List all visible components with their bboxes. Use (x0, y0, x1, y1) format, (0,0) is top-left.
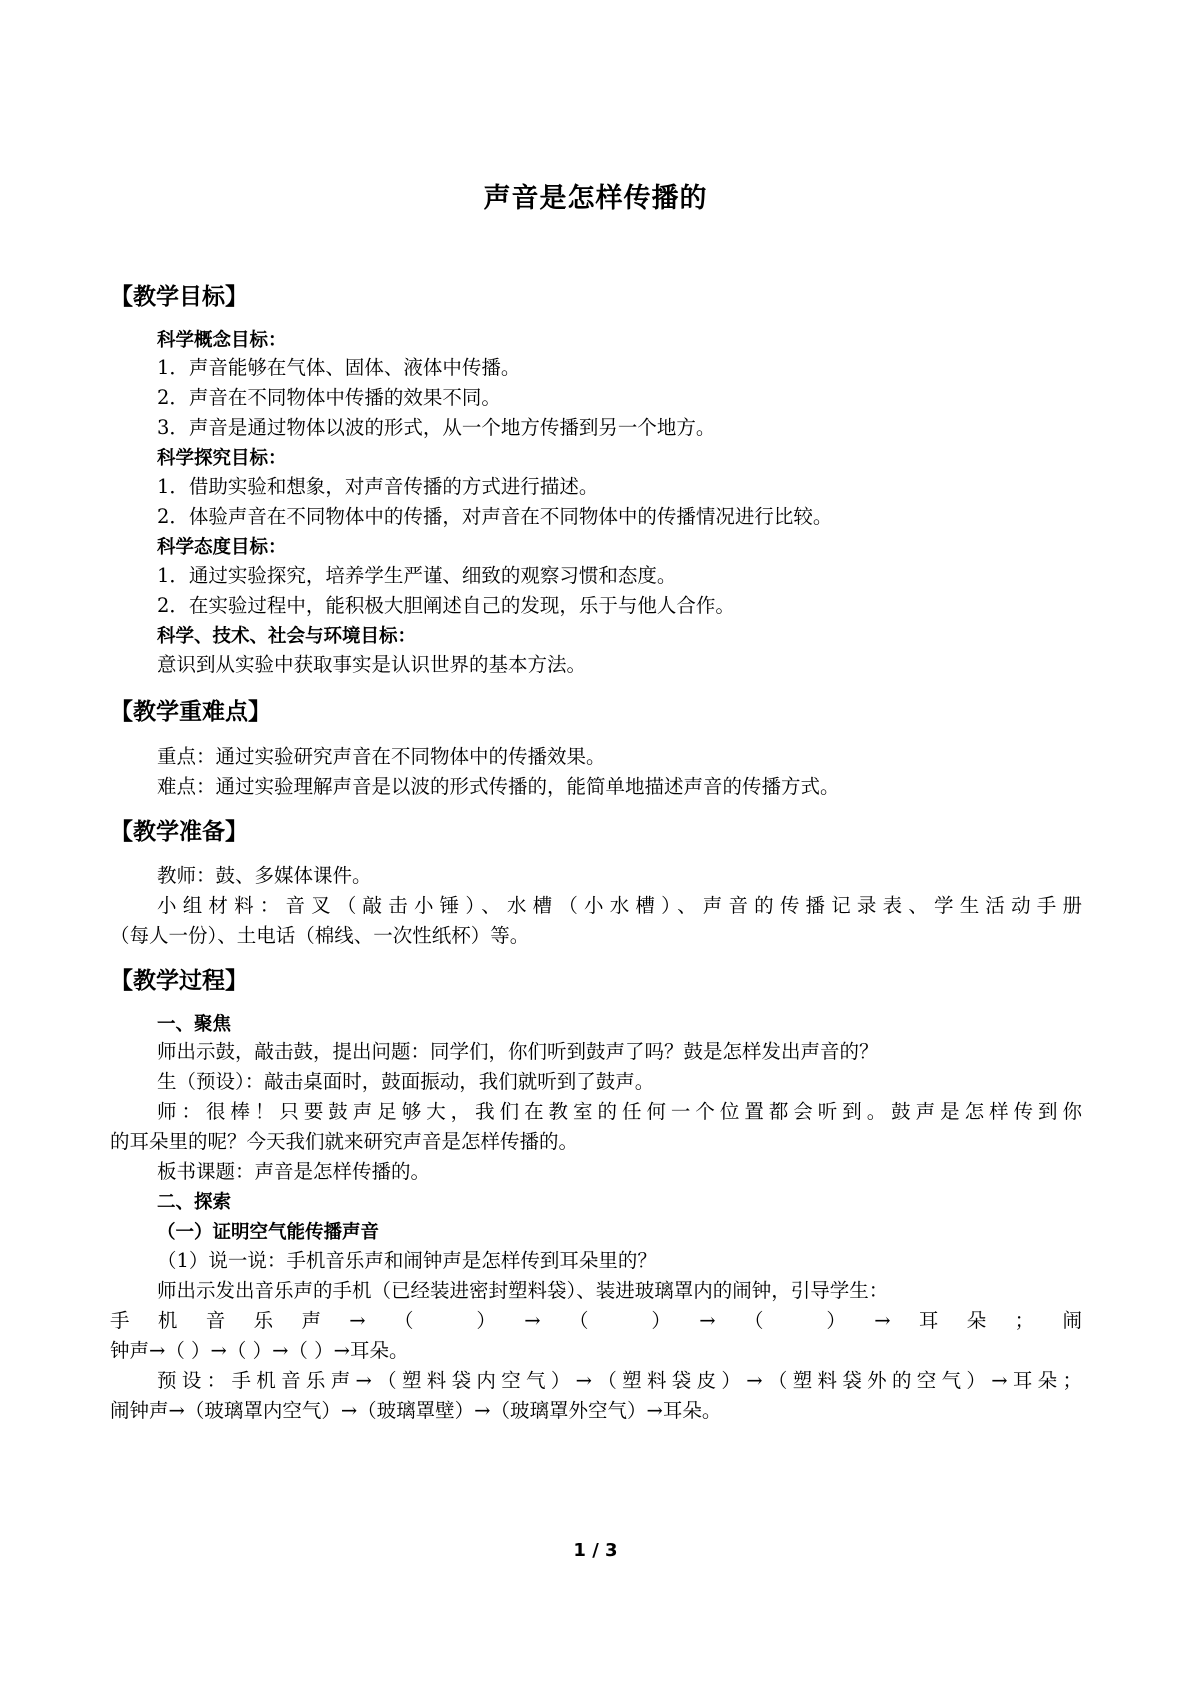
process-paragraph: 师：很棒！只要鼓声足够大，我们在教室的任何一个位置都会听到。鼓声是怎样传到你 (157, 1100, 1082, 1123)
preset-answer-line-2: 闹钟声→（玻璃罩内空气）→（玻璃罩壁）→（玻璃罩外空气）→耳朵。 (110, 1399, 722, 1422)
difficult-point: 难点：通过实验理解声音是以波的形式传播的，能简单地描述声音的传播方式。 (157, 775, 840, 798)
attitude-goal-2: 2．在实验过程中，能积极大胆阐述自己的发现，乐于与他人合作。 (157, 594, 735, 617)
step-focus-heading: 一、聚焦 (157, 1014, 232, 1035)
process-paragraph: 的耳朵里的呢？今天我们就来研究声音是怎样传播的。 (110, 1130, 579, 1153)
preset-answer-line-1: 预设：手机音乐声→（塑料袋内空气）→（塑料袋皮）→（塑料袋外的空气）→耳朵； (157, 1369, 1082, 1392)
concept-goal-2: 2．声音在不同物体中传播的效果不同。 (157, 386, 501, 409)
process-paragraph: 板书课题：声音是怎样传播的。 (157, 1160, 431, 1183)
concept-goal-3: 3．声音是通过物体以波的形式，从一个地方传播到另一个地方。 (157, 416, 716, 439)
inquiry-goal-2: 2．体验声音在不同物体中的传播，对声音在不同物体中的传播情况进行比较。 (157, 505, 833, 528)
section-heading-process: 【教学过程】 (110, 968, 248, 994)
group-materials-line-1: 小组材料：音叉（敲击小锤）、水槽（小水槽）、声音的传播记录表、学生活动手册 (157, 894, 1082, 917)
group-materials-line-2: （每人一份）、土电话（棉线、一次性纸杯）等。 (110, 924, 530, 947)
fill-blank-line-2: 钟声→（ ）→（ ）→（ ）→耳朵。 (110, 1339, 409, 1362)
inquiry-goals-heading: 科学探究目标： (157, 448, 287, 469)
process-paragraph: 师出示发出音乐声的手机（已经装进密封塑料袋）、装进玻璃罩内的闹钟，引导学生： (157, 1279, 889, 1302)
stse-goals-heading: 科学、技术、社会与环境目标： (157, 626, 417, 647)
section-heading-goals: 【教学目标】 (110, 284, 248, 310)
page-title: 声音是怎样传播的 (483, 183, 708, 214)
attitude-goal-1: 1．通过实验探究，培养学生严谨、细致的观察习惯和态度。 (157, 564, 677, 587)
process-paragraph: 生（预设）：敲击桌面时，鼓面振动，我们就听到了鼓声。 (157, 1070, 655, 1093)
key-point: 重点：通过实验研究声音在不同物体中的传播效果。 (157, 745, 606, 768)
section-heading-preparation: 【教学准备】 (110, 819, 248, 845)
stse-goal: 意识到从实验中获取事实是认识世界的基本方法。 (157, 653, 587, 676)
step-explore-heading: 二、探索 (157, 1192, 232, 1213)
process-paragraph: 师出示鼓，敲击鼓，提出问题：同学们，你们听到鼓声了吗？鼓是怎样发出声音的？ (157, 1040, 879, 1063)
concept-goals-heading: 科学概念目标： (157, 330, 287, 351)
question-1: （1）说一说：手机音乐声和闹钟声是怎样传到耳朵里的？ (157, 1249, 657, 1272)
inquiry-goal-1: 1．借助实验和想象，对声音传播的方式进行描述。 (157, 475, 599, 498)
section-heading-key-points: 【教学重难点】 (110, 699, 271, 725)
attitude-goals-heading: 科学态度目标： (157, 537, 287, 558)
teacher-materials: 教师：鼓、多媒体课件。 (157, 864, 372, 887)
fill-blank-line-1: 手机音乐声→（ ）→（ ）→（ ）→耳朵；闹 (110, 1309, 1082, 1332)
part1-heading: （一）证明空气能传播声音 (157, 1222, 380, 1243)
page-number: 1 / 3 (573, 1540, 618, 1561)
concept-goal-1: 1．声音能够在气体、固体、液体中传播。 (157, 356, 521, 379)
